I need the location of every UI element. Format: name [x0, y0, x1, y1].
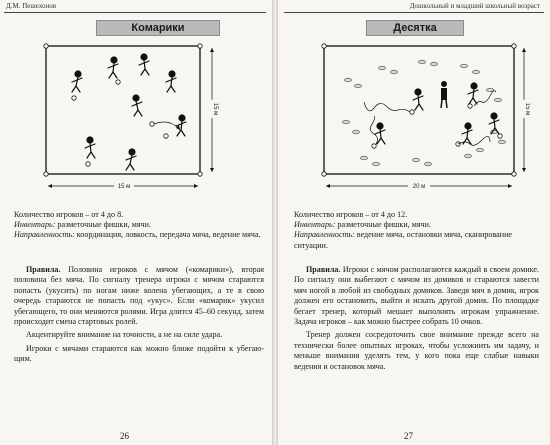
player-icon	[126, 149, 136, 170]
field-boundary	[46, 46, 200, 174]
running-head-author: Д.М. Пешехонов	[6, 2, 57, 10]
ball-icon	[372, 144, 376, 148]
dribble-paths	[364, 91, 496, 146]
rules-paragraph	[294, 265, 539, 327]
balls	[72, 80, 168, 166]
header-rule	[284, 12, 544, 13]
players-count: Количество игроков – от 4 до 12.	[294, 210, 408, 219]
right-page	[278, 0, 550, 445]
direction-key: Направленность:	[14, 230, 75, 240]
players	[72, 54, 186, 170]
corner-cone	[44, 44, 48, 48]
equipment-key: Инвентарь:	[294, 220, 336, 230]
player-icon	[108, 57, 118, 78]
player-icon	[166, 71, 176, 92]
dribble-path	[370, 116, 377, 144]
balls	[372, 104, 502, 148]
corner-cone	[44, 172, 48, 176]
equipment-line	[294, 220, 539, 230]
field-boundary	[324, 46, 514, 174]
cone-icon	[431, 62, 438, 66]
coach-icon	[441, 81, 447, 108]
rules-key: Правила.	[26, 265, 61, 274]
cone-icon	[461, 64, 468, 68]
ball-icon	[410, 110, 414, 114]
marker-cones	[343, 60, 506, 166]
cone-icon	[379, 66, 386, 70]
cone-icon	[495, 98, 502, 102]
direction-value: координация, ловкость, передача мяча, ведение мяча.	[74, 230, 261, 240]
players-count: Количество игроков – от 4 до 8.	[14, 210, 124, 219]
pass-arrow	[154, 122, 180, 130]
ball-icon	[150, 122, 154, 126]
corner-cone	[512, 172, 516, 176]
cone-icon	[373, 162, 380, 166]
player-icon	[72, 71, 82, 92]
player-icon	[413, 89, 423, 110]
cone-icon	[361, 156, 368, 160]
equipment-value: разметочные фишки, мячи.	[55, 220, 151, 230]
ball-icon	[498, 134, 502, 138]
cone-icon	[487, 88, 494, 92]
ball-icon	[72, 96, 76, 100]
body-paragraph: Тренер должен сосредоточить свое внимание прежде всего на технически более опытных игроках, чтобы усложнить им задачу, и меньше внимания уделять тем, у кого пока еще слабые навыки ведения и остановок мяча.	[294, 330, 539, 371]
field-diagram-komariki	[30, 40, 220, 195]
rules-paragraph	[14, 265, 264, 327]
cone-icon	[391, 70, 398, 74]
cone-icon	[465, 154, 472, 158]
ball-icon	[468, 104, 472, 108]
body-paragraph: Акцентируйте внимание на точности, а не на силе удара.	[26, 330, 223, 340]
rules-body	[294, 265, 539, 375]
game-info	[294, 210, 539, 251]
ball-icon	[86, 162, 90, 166]
field-diagram-desyatka	[318, 40, 530, 200]
player-icon	[85, 137, 95, 158]
cone-icon	[499, 140, 506, 144]
cone-icon	[477, 148, 484, 152]
field-width-label: 20 м	[412, 184, 426, 190]
body-paragraph: Игроки с мячами стараются как можно ближе подойти к убегающим.	[14, 343, 264, 364]
header-rule	[4, 12, 266, 13]
rules-body	[14, 265, 264, 368]
direction-line	[14, 230, 264, 240]
equipment-value: разметочные фишки, мячи.	[335, 220, 431, 230]
left-page	[0, 0, 272, 445]
running-head-section: Дошкольный и младший школьный возраст	[409, 2, 540, 10]
player-icon	[468, 83, 478, 104]
game-title: Комарики	[96, 20, 220, 36]
direction-value: ведение мяча, остановки мяча, сканирование ситуации.	[294, 230, 513, 250]
direction-key: Направленность:	[294, 230, 355, 240]
cone-icon	[345, 78, 352, 82]
rules-key: Правила.	[306, 265, 341, 274]
direction-line	[294, 230, 539, 250]
player-icon	[462, 123, 472, 144]
game-info	[14, 210, 264, 241]
field-height-label: 15 м	[212, 102, 218, 116]
cone-icon	[413, 158, 420, 162]
corner-cone	[322, 44, 326, 48]
cone-icon	[419, 60, 426, 64]
page-number: 26	[120, 431, 129, 441]
corner-cone	[198, 172, 202, 176]
player-icon	[375, 123, 385, 144]
ball-icon	[164, 134, 168, 138]
corner-cone	[322, 172, 326, 176]
cone-icon	[425, 162, 432, 166]
corner-cone	[198, 44, 202, 48]
ball-icon	[116, 80, 120, 84]
players	[375, 83, 499, 144]
cone-icon	[353, 130, 360, 134]
rules-text: Игроки с мячом располагаются каждый в своем домике. По сигналу они выбегают с мячом из домиков и стараются завести мяч ногой в любой из свободных домиков. Заведя мяч в домик, игрок должен его остановить, выйти и искать другой домик. По площадке бегает тренер, который мешает выполнять игрокам упражнение. Задача игроков – как можно быстрее собрать 10 очков.	[294, 265, 539, 327]
player-icon	[139, 54, 149, 75]
dribble-path	[364, 102, 410, 112]
cone-icon	[473, 70, 480, 74]
rules-text: Половина игроков с мячом («комарики»), вторая половина без мяча. По сигналу тренера игроки с мячом стараются попасть (укусить) по ногам ниже колена убегающих, а те в свою очередь стараются не попасть под «укус». Если «комарик» укусил убегающего, то они меняются ролями. Игра длится 45–60 секунд, затем происходит смена стартовых ролей.	[14, 265, 264, 327]
page-number: 27	[404, 431, 413, 441]
corner-cone	[512, 44, 516, 48]
cone-icon	[355, 84, 362, 88]
game-title: Десятка	[366, 20, 464, 36]
player-icon	[132, 95, 142, 116]
field-height-label: 15 м	[524, 102, 530, 116]
player-icon	[176, 115, 186, 136]
cone-icon	[343, 120, 350, 124]
equipment-line	[14, 220, 264, 230]
equipment-key: Инвентарь:	[14, 220, 56, 230]
field-width-label: 15 м	[117, 184, 131, 190]
